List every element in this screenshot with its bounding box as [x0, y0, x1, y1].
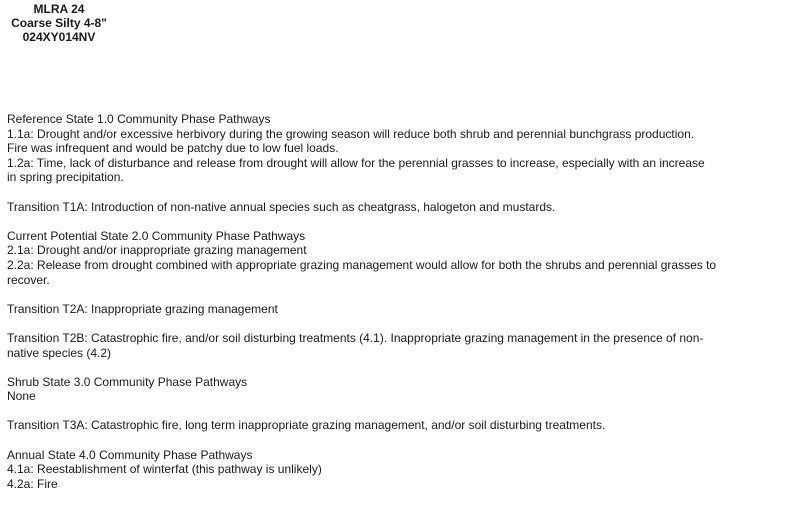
transition-text: native species (4.2): [7, 345, 112, 360]
transition-t3a-section: [7, 418, 795, 433]
transition-t2b-section: [7, 331, 795, 360]
paragraph-gap: [7, 404, 795, 419]
pathway-text: 2.1a: Drought and/or inappropriate grazing management: [7, 243, 307, 258]
section-heading: Shrub State 3.0 Community Phase Pathways: [7, 374, 248, 389]
section-heading: Reference State 1.0 Community Phase Pathways: [7, 112, 271, 126]
pathway-descriptions: [7, 112, 795, 491]
paragraph-gap: [7, 433, 795, 448]
paragraph-gap: [7, 214, 795, 229]
pathway-text: in spring precipitation.: [7, 170, 124, 185]
pathway-text: 1.1a: Drought and/or excessive herbivory during the growing season will reduce both shrub and perennial bunchgrass production.: [7, 126, 695, 141]
transition-t1a-section: [7, 200, 795, 215]
ecosite-name: Coarse Silty 4-8": [11, 16, 107, 30]
pathway-text: 2.2a: Release from drought combined with appropriate grazing management would allow for both the shrubs and perennial grasses to: [7, 257, 717, 272]
section-heading: Annual State 4.0 Community Phase Pathways: [7, 447, 253, 462]
transition-t2a-section: [7, 302, 795, 317]
paragraph-gap: [7, 316, 795, 331]
pathway-text: 4.2a: Fire: [7, 476, 58, 491]
section-heading: Current Potential State 2.0 Community Phase Pathways: [7, 228, 306, 243]
pathway-text: recover.: [7, 272, 50, 287]
transition-text: Transition T3A: Catastrophic fire, long term inappropriate grazing management, and/or soil disturbing treatments.: [7, 418, 606, 433]
annual-state-section: [7, 448, 795, 492]
paragraph-gap: [7, 360, 795, 375]
current-potential-state-section: [7, 229, 795, 287]
pathway-text: Fire was infrequent and would be patchy due to low fuel loads.: [7, 141, 339, 156]
document-header: [0, 2, 118, 44]
mlra-label: MLRA 24: [33, 2, 85, 16]
paragraph-gap: [7, 185, 795, 200]
shrub-state-section: [7, 375, 795, 404]
transition-text: Transition T2B: Catastrophic fire, and/or soil disturbing treatments (4.1). Inappropriate grazing management in the presence of non-: [7, 330, 704, 345]
reference-state-section: [7, 112, 795, 185]
pathway-text: None: [7, 389, 36, 404]
pathway-text: 1.2a: Time, lack of disturbance and release from drought will allow for the perennial grasses to increase, especially with an increase: [7, 155, 705, 170]
transition-text: Transition T2A: Inappropriate grazing management: [7, 301, 278, 316]
ecosite-id: 024XY014NV: [22, 30, 96, 44]
paragraph-gap: [7, 287, 795, 302]
transition-text: Transition T1A: Introduction of non-native annual species such as cheatgrass, halogeton and mustards.: [7, 199, 556, 214]
pathway-text: 4.1a: Reestablishment of winterfat (this pathway is unlikely): [7, 462, 322, 477]
